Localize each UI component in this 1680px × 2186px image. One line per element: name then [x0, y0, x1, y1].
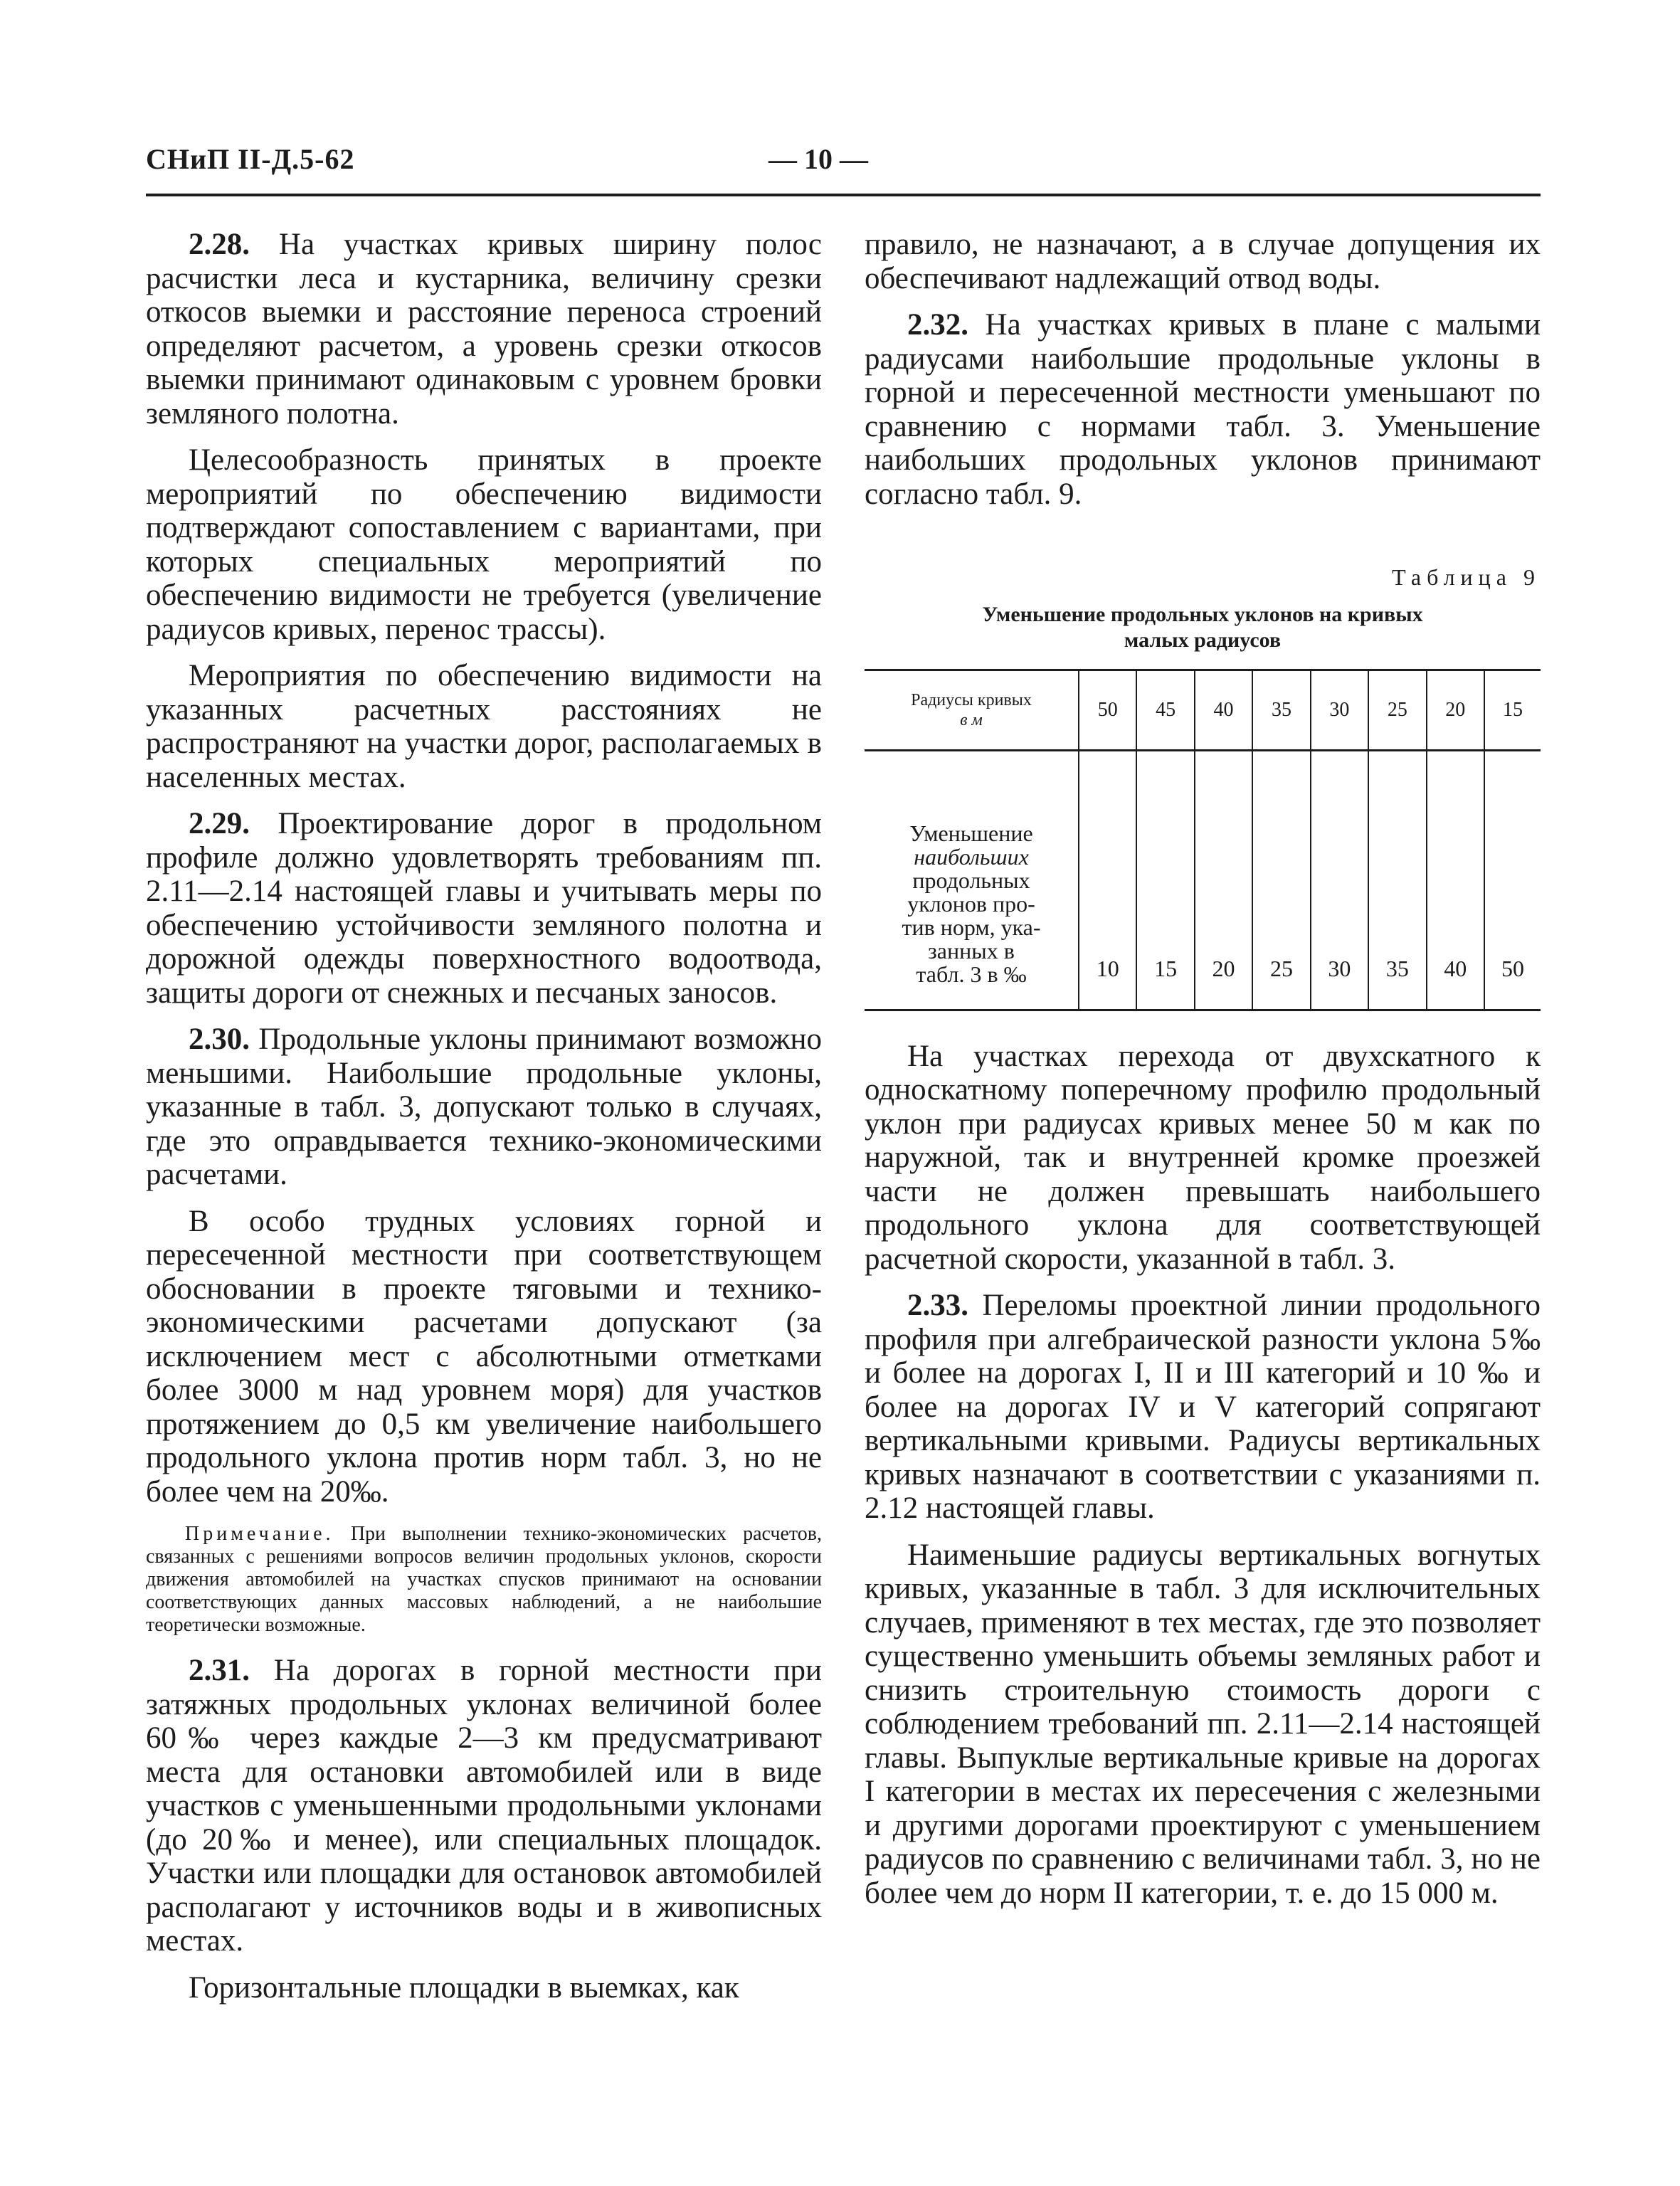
paragraph-2-33-vertical-curves: Наименьшие радиусы вертикальных вогнутых кривых, указанные в табл. 3 для исключительных случаев, применяют в тех местах, где это позволяет существенно уменьшить объемы земляных работ и снизить строительную стоимость дороги с соблюдением требований пп. 2.11—2.14 настоящей главы. Выпуклые вертикальные кривые на дорогах I категории в местах их пересечения с железными и другими дорогами проектируют с уменьшением радиусов по сравнению с величинами табл. 3, но не более чем до норм II категории, т. е. до 15 000 м. [865, 1538, 1541, 1910]
reduction-label-line: занных в [928, 937, 1015, 963]
paragraph-2-30 [146, 1023, 822, 1192]
paragraph-2-28-visibility: Целесообразность принятых в проекте мероприятий по обеспечению видимости подтверждают сопоставлением с вариантами, при которых специальных мероприятий по обеспечению видимости не требуется (увеличение радиусов кривых, перенос трассы). [146, 443, 822, 646]
radius-cell: 20 [1427, 670, 1484, 750]
radius-cell: 30 [1311, 670, 1368, 750]
radius-label-line-1: Радиусы кривых [911, 690, 1032, 709]
table-9 [865, 669, 1541, 1011]
document-code: СНиП II-Д.5-62 [146, 143, 355, 175]
paragraph-text: На участках кривых в плане с малыми радиусами наибольшие продольные уклоны в горной и пересеченной местности уменьшают по сравнению с нормами табл. 3. Уменьшение наибольших продольных уклонов принимают согласно табл. 9. [865, 308, 1541, 511]
table-title-line-1: Уменьшение продольных уклонов на кривых [982, 602, 1423, 626]
reduction-cell: 25 [1252, 750, 1310, 1010]
radius-cell: 45 [1136, 670, 1194, 750]
radius-cell: 40 [1195, 670, 1252, 750]
reduction-label-line: табл. 3 в ‰ [916, 961, 1027, 987]
paragraph-2-31 [146, 1654, 822, 1958]
note [146, 1523, 822, 1637]
reduction-cell: 35 [1368, 750, 1426, 1010]
paragraph-text: Переломы проектной линии продольного профиля при алгебраической разности уклона 5‰ и более на дорогах I, II и III категорий и 10 ‰ и более на дорогах IV и V категорий сопрягают вертикальными кривыми. Радиусы вертикальных кривых назначают в соответствии с указаниями п. 2.12 настоящей главы. [865, 1289, 1541, 1525]
radius-label-line-2: в м [960, 710, 983, 729]
note-text: При выполнении технико-экономических расчетов, связанных с решениями вопросов величин продольных уклонов, скорости движения автомобилей на участках спусков принимают на основании соответствующих данных массовых наблюдений, а не наибольшие теоретически возможные. [146, 1523, 822, 1636]
header-rule [146, 194, 1541, 196]
paragraph-text: На дорогах в горной местности при затяжных продольных уклонах величиной более 60‰ через каждые 2—3 км предусматривают места для остановки автомобилей или в виде участков с уменьшенными продольными уклонами (до 20‰ и менее), или специальных площадок. Участки или площадки для остановок автомобилей располагают у источников воды и в живописных местах. [146, 1654, 822, 1958]
reduction-cell: 30 [1311, 750, 1368, 1010]
reduction-label-line: наибольших [914, 843, 1029, 870]
reduction-cell: 20 [1195, 750, 1252, 1010]
left-column [146, 228, 822, 2017]
paragraph-text: Проектирование дорог в продольном профиле должно удовлетворять требованиям пп. 2.11—2.14 настоящей главы и учитывать меры по обеспечению устойчивости земляного полотна и дорожной одежды поверхностного водоотвода, защиты дороги от снежных и песчаных заносов. [146, 807, 822, 1010]
table-title [865, 602, 1541, 653]
reduction-label-line: продольных [912, 867, 1030, 893]
paragraph-2-28-settlements: Мероприятия по обеспечению видимости на указанных расчетных расстояниях не распространяют на участки дорог, располагаемых в населенных местах. [146, 659, 822, 794]
reduction-label-line: Уменьшение [909, 820, 1033, 846]
right-column [865, 228, 1541, 1923]
paragraph-text: На участках кривых ширину полос расчистки леса и кустарника, величину срезки откосов выемки и расстояние переноса строений определяют расчетом, а уровень срезки откосов выемки принимают одинаковым с уровнем бровки земляного полотна. [146, 228, 822, 431]
note-label: Примечание. [185, 1523, 334, 1545]
reduction-label-line: уклонов про- [907, 890, 1035, 917]
paragraph-2-31-platforms: Горизонтальные площадки в выемках, как [189, 1970, 739, 2005]
reduction-cell: 10 [1079, 750, 1136, 1010]
paragraph-text: Продольные уклоны принимают возможно меньшими. Наибольшие продольные уклоны, указанные в табл. 3, допускают только в случаях, где это оправдывается технико-экономическими расчетами. [146, 1023, 822, 1191]
reduction-label-line: тив норм, ука- [902, 914, 1041, 940]
table-title-line-2: малых радиусов [1124, 628, 1282, 652]
paragraph-number: 2.30. [189, 1023, 250, 1056]
radius-row-label [865, 670, 1079, 750]
paragraph-2-30-difficult-terrain: В особо трудных условиях горной и пересеченной местности при соответствующем обосновании в проекте тяговыми и технико-экономическими расчетами допускают (за исключением мест с абсолютными отметками более 3000 м над уровнем моря) для участков протяжением до 0,5 км увеличение наибольшего продольного уклона против норм табл. 3, но не более чем на 20‰. [146, 1204, 822, 1509]
paragraph-2-33 [865, 1289, 1541, 1526]
paragraph-number: 2.33. [907, 1289, 968, 1322]
radius-cell: 25 [1368, 670, 1426, 750]
radius-cell: 35 [1252, 670, 1310, 750]
paragraph-number: 2.32. [907, 308, 968, 342]
paragraph-2-32 [865, 308, 1541, 511]
paragraph-2-29 [146, 807, 822, 1010]
table-header-row [865, 670, 1541, 750]
paragraph-number: 2.28. [189, 228, 250, 261]
page-number: — 10 — [768, 143, 868, 175]
paragraph-2-32-transition: На участках перехода от двухскатного к односкатному поперечному профилю продольный уклон при радиусах кривых менее 50 м как по наружной, так и внутренней кромке проезжей части не должен превышать наибольшего продольного уклона для соответствующей расчетной скорости, указанной в табл. 3. [865, 1039, 1541, 1276]
reduction-row-label [865, 750, 1079, 1010]
reduction-cell: 40 [1427, 750, 1484, 1010]
table-body-row [865, 750, 1541, 1010]
radius-cell: 15 [1484, 670, 1541, 750]
paragraph-2-31-continued: правило, не назначают, а в случае допущения их обеспечивают надлежащий отвод воды. [865, 228, 1541, 295]
reduction-cell: 15 [1136, 750, 1194, 1010]
paragraph-2-28 [146, 228, 822, 431]
reduction-cell: 50 [1484, 750, 1541, 1010]
paragraph-number: 2.31. [189, 1654, 250, 1687]
table-caption: Таблица 9 [1392, 564, 1541, 590]
radius-cell: 50 [1079, 670, 1136, 750]
paragraph-number: 2.29. [189, 807, 250, 840]
